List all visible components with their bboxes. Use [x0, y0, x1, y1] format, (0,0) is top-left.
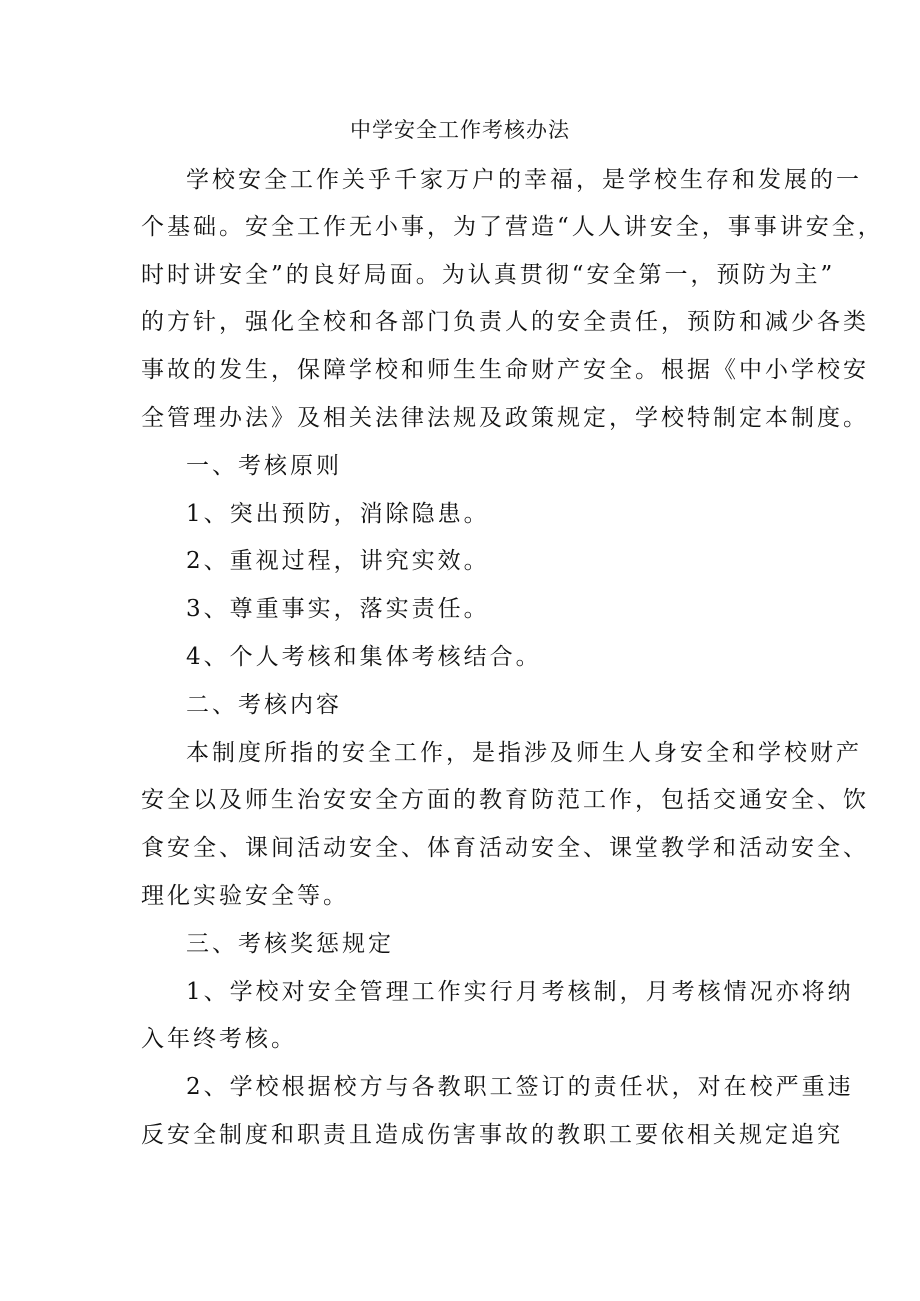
section-heading: 二、考核内容 [186, 692, 342, 718]
paragraph-line: 全管理办法》及相关法律法规及政策规定，学校特制定本制度。 [141, 405, 869, 431]
paragraph-line: 本制度所指的安全工作，是指涉及师生人身安全和学校财产 [186, 740, 862, 766]
section-heading: 三、考核奖惩规定 [186, 931, 394, 957]
paragraph-line: 的方针，强化全校和各部门负责人的安全责任，预防和减少各类 [141, 309, 869, 335]
paragraph-line: 个基础。安全工作无小事，为了营造“人人讲安全，事事讲安全， [141, 214, 884, 240]
list-item: 4、个人考核和集体考核结合。 [186, 644, 542, 670]
paragraph-line: 食安全、课间活动安全、体育活动安全、课堂教学和活动安全、 [141, 835, 869, 861]
paragraph-line: 入年终考核。 [141, 1026, 297, 1052]
list-item: 3、尊重事实，落实责任。 [186, 596, 490, 622]
paragraph-line: 学校安全工作关乎千家万户的幸福，是学校生存和发展的一 [186, 167, 862, 193]
paragraph-line: 事故的发生，保障学校和师生生命财产安全。根据《中小学校安 [141, 357, 869, 383]
list-item: 2、重视过程，讲究实效。 [186, 548, 490, 574]
section-heading: 一、考核原则 [186, 453, 342, 479]
paragraph-line: 反安全制度和职责且造成伤害事故的教职工要依相关规定追究 [141, 1122, 843, 1148]
paragraph-line: 安全以及师生治安安全方面的教育防范工作，包括交通安全、饮 [141, 787, 869, 813]
document-title: 中学安全工作考核办法 [350, 118, 570, 142]
paragraph-line: 理化实验安全等。 [141, 883, 349, 909]
list-item: 1、突出预防，消除隐患。 [186, 501, 490, 527]
paragraph-line: 2、学校根据校方与各教职工签订的责任状，对在校严重违 [186, 1074, 854, 1100]
paragraph-line: 1、学校对安全管理工作实行月考核制，月考核情况亦将纳 [186, 979, 854, 1005]
paragraph-line: 时时讲安全”的良好局面。为认真贯彻“安全第一，预防为主” [141, 262, 836, 288]
